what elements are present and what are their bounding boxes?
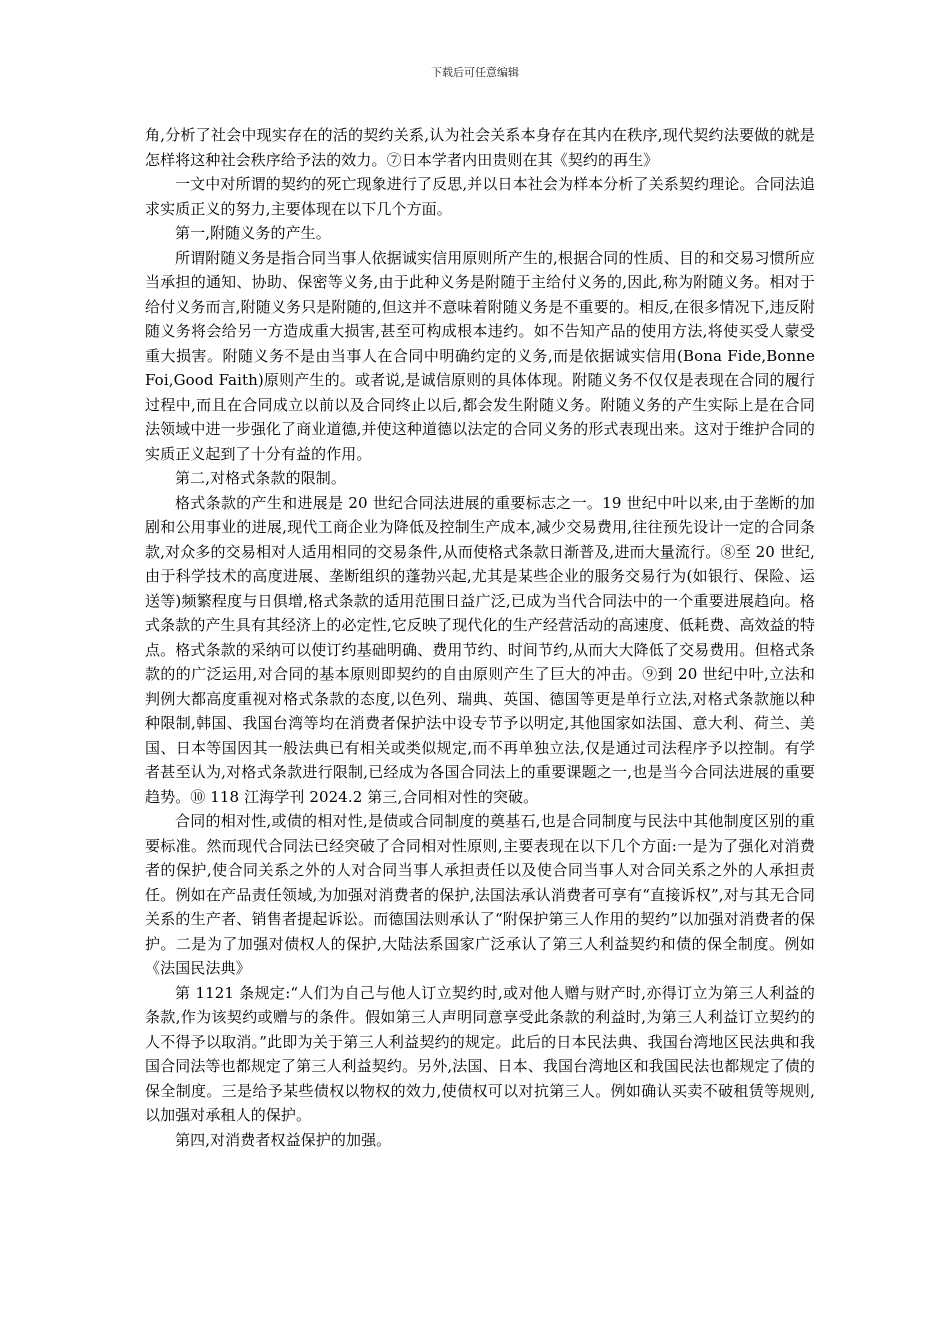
paragraph: 合同的相对性,或债的相对性,是债或合同制度的奠基石,也是合同制度与民法中其他制度区别的重要标准。然而现代合同法已经突破了合同相对性原则,主要表现在以下几个方面:一是为了强化对消费者的保护,使合同关系之外的人对合同当事人承担责任以及使合同当事人对合同关系之外的人承担责任。例如在产品责任领域,为加强对消费者的保护,法国法承认消费者可享有“直接诉权”,对与其无合同关系的生产者、销售者提起诉讼。而德国法则承认了“附保护第三人作用的契约”以加强对消费者的保护。二是为了加强对债权人的保护,大陆法系国家广泛承认了第三人利益契约和债的保全制度。例如《法国民法典》 bbox=[145, 812, 815, 977]
paragraph: 格式条款的产生和进展是 20 世纪合同法进展的重要标志之一。19 世纪中叶以来,由于垄断的加剧和公用事业的进展,现代工商企业为降低及控制生产成本,减少交易费用,往往预先设计一定的合同条款,对众多的交易相对人适用相同的交易条件,从而使格式条款日渐普及,进而大量流行。⑧至 20 世纪,由于科学技术的高度进展、垄断组织的蓬勃兴起,尤其是某些企业的服务交易行为(如银行、保险、运送等)频繁程度与日俱增,格式条款的适用范围日益广泛,已成为当代合同法中的一个重要进展趋向。格式条款的产生具有其经济上的必定性,它反映了现代化的生产经营活动的高速度、低耗费、高效益的特点。格式条款的采纳可以使订约基础明确、费用节约、时间节约,从而大大降低了交易费用。但格式条款的的广泛运用,对合同的基本原则即契约的自由原则产生了巨大的冲击。⑨到 20 世纪中叶,立法和判例大都高度重视对格式条款的态度,以色列、瑞典、英国、德国等更是单行立法,对格式条款施以种种限制,韩国、我国台湾等均在消费者保护法中设专节予以明定,其他国家如法国、意大利、荷兰、美国、日本等国因其一般法典已有相关或类似规定,而不再单独立法,仅是通过司法程序予以控制。有学者甚至认为,对格式条款进行限制,已经成为各国合同法上的重要课题之一,也是当今合同法进展的重要趋势。⑩ 118 江海学刊 2024.2 第三,合同相对性的突破。 bbox=[145, 493, 815, 806]
section-heading-4: 第四,对消费者权益保护的加强。 bbox=[175, 1130, 392, 1149]
paragraph: 一文中对所谓的契约的死亡现象进行了反思,并以日本社会为样本分析了关系契约理论。合同法追求实质正义的努力,主要体现在以下几个方面。 bbox=[145, 175, 815, 218]
section-heading-1: 第一,附随义务的产生。 bbox=[175, 224, 331, 242]
document-body bbox=[145, 123, 815, 1152]
paragraph: 第 1121 条规定:“人们为自己与他人订立契约时,或对他人赠与财产时,亦得订立为第三人利益的条款,作为该契约或赠与的条件。假如第三人声明同意享受此条款的利益时,为第三人利益订立契约的人不得予以取消。”此即为关于第三人利益契约的规定。此后的日本民法典、我国台湾地区民法典和我国合同法等也都规定了第三人利益契约。另外,法国、日本、我国台湾地区和我国民法也都规定了债的保全制度。三是给予某些债权以物权的效力,使债权可以对抗第三人。例如确认买卖不破租赁等规则,以加强对承租人的保护。 bbox=[145, 983, 815, 1124]
paragraph-continuation: 角,分析了社会中现实存在的活的契约关系,认为社会关系本身存在其内在秩序,现代契约法要做的就是怎样将这种社会秩序给予法的效力。⑦日本学者内田贵则在其《契约的再生》 bbox=[145, 126, 815, 169]
paragraph: 所谓附随义务是指合同当事人依据诚实信用原则所产生的,根据合同的性质、目的和交易习惯所应当承担的通知、协助、保密等义务,由于此种义务是附随于主给付义务的,因此,称为附随义务。相对于给付义务而言,附随义务只是附随的,但这并不意味着附随义务是不重要的。相反,在很多情况下,违反附随义务将会给另一方造成重大损害,甚至可构成根本违约。如不告知产品的使用方法,将使买受人蒙受重大损害。附随义务不是由当事人在合同中明确约定的义务,而是依据诚实信用(Bona Fide,Bonne Foi,Good Faith)原则产生的。或者说,是诚信原则的具体体现。附随义务不仅仅是表现在合同的履行过程中,而且在合同成立以前以及合同终止以后,都会发生附随义务。附随义务的产生实际上是在合同法领域中进一步强化了商业道德,并使这种道德以法定的合同义务的形式表现出来。这对于维护合同的实质正义起到了十分有益的作用。 bbox=[145, 248, 815, 463]
page-header: 下载后可任意编辑 bbox=[431, 66, 519, 79]
section-heading-2: 第二,对格式条款的限制。 bbox=[175, 469, 346, 487]
